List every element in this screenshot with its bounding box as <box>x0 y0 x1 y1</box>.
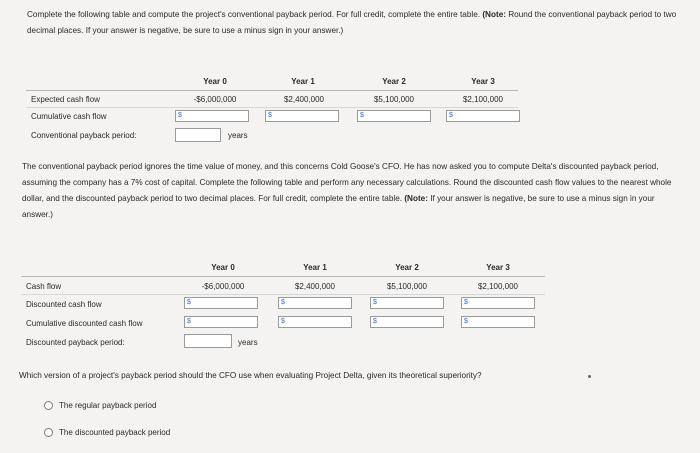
t1-header-year2: Year 2 <box>382 77 406 86</box>
t1-cumulative-year0-input[interactable] <box>175 110 249 122</box>
radio-button-icon[interactable] <box>44 401 53 410</box>
option-discounted-payback[interactable] <box>44 428 170 437</box>
discounted-intro-paragraph: The conventional payback period ignores the time value of money, and this concerns Cold Goose's CFO. He has now asked you to compute Delta's discounted payback period, assuming the company has a 7% cost of capital. Complete the following table and perform any necessary calculations. Round the discounted cash flow values to the nearest whole dollar, and the discounted payback period to two decimal places. For full credit, complete the entire table. (Note: If your answer is negative, be sure to use a minus sign in your answer.) <box>22 162 672 219</box>
t2-cumulative-year1-input[interactable] <box>278 316 352 328</box>
currency-symbol: $ <box>281 318 285 325</box>
currency-symbol: $ <box>178 112 182 119</box>
option-regular-label: The regular payback period <box>59 401 157 410</box>
t2-cumulative-year0-input[interactable] <box>184 316 258 328</box>
currency-symbol: $ <box>360 112 364 119</box>
t2-header-year0: Year 0 <box>211 263 235 272</box>
t1-cash-flow-year3: $2,100,000 <box>462 95 504 104</box>
t2-discounted-year3-input[interactable] <box>461 297 535 309</box>
bullet-dot-icon <box>588 375 591 378</box>
t2-cumulative-year2-input[interactable] <box>370 316 444 328</box>
t1-label-cumulative-cash-flow: Cumulative cash flow <box>31 112 107 121</box>
t1-cash-flow-year0: -$6,000,000 <box>193 95 237 104</box>
t2-cash-flow-year2: $5,100,000 <box>386 282 428 291</box>
t1-cumulative-year3-input[interactable] <box>446 110 520 122</box>
currency-symbol: $ <box>187 299 191 306</box>
currency-symbol: $ <box>373 299 377 306</box>
t1-cumulative-year1-input[interactable] <box>265 110 339 122</box>
option-discounted-label: The discounted payback period <box>59 428 171 437</box>
t2-row-rule <box>21 294 545 295</box>
t2-header-year1: Year 1 <box>303 263 327 272</box>
t2-label-discounted-payback: Discounted payback period: <box>26 338 125 347</box>
currency-symbol: $ <box>464 318 468 325</box>
currency-symbol: $ <box>449 112 453 119</box>
t1-cash-flow-year2: $5,100,000 <box>373 95 415 104</box>
t2-cash-flow-year3: $2,100,000 <box>477 282 519 291</box>
t1-years-label: years <box>228 131 248 140</box>
currency-symbol: $ <box>268 112 272 119</box>
t1-label-payback-period: Conventional payback period: <box>31 131 137 140</box>
t2-cash-flow-year1: $2,400,000 <box>294 282 336 291</box>
t2-discounted-year2-input[interactable] <box>370 297 444 309</box>
intro-paragraph: Complete the following table and compute the project's conventional payback period. For full credit, complete the entire table. (Note: Round the conventional payback period to two decimal places. If your answer is negative, be sure to use a minus sign in your answer.) <box>27 10 677 35</box>
t1-header-rule <box>26 90 518 91</box>
t2-header-year2: Year 2 <box>395 263 419 272</box>
t1-row-rule <box>26 107 518 108</box>
option-regular-payback[interactable] <box>44 401 156 410</box>
currency-symbol: $ <box>187 318 191 325</box>
t2-cash-flow-year0: -$6,000,000 <box>201 282 245 291</box>
t1-cumulative-year2-input[interactable] <box>357 110 431 122</box>
t2-cumulative-year3-input[interactable] <box>461 316 535 328</box>
t2-label-discounted-cash-flow: Discounted cash flow <box>26 300 102 309</box>
t2-years-label: years <box>238 338 258 347</box>
t2-label-cumulative-discounted: Cumulative discounted cash flow <box>26 319 143 328</box>
radio-button-icon[interactable] <box>44 428 53 437</box>
t1-header-year0: Year 0 <box>203 77 227 86</box>
currency-symbol: $ <box>373 318 377 325</box>
t2-header-year3: Year 3 <box>486 263 510 272</box>
t2-label-cash-flow: Cash flow <box>26 282 62 291</box>
t2-discounted-year1-input[interactable] <box>278 297 352 309</box>
question-text: Which version of a project's payback period should the CFO use when evaluating Project Delta, given its theoretical superiority? <box>19 371 482 380</box>
t2-payback-period-input[interactable] <box>184 334 232 348</box>
t1-header-year3: Year 3 <box>471 77 495 86</box>
t1-cash-flow-year1: $2,400,000 <box>283 95 325 104</box>
t1-payback-period-input[interactable] <box>175 128 221 142</box>
currency-symbol: $ <box>464 299 468 306</box>
t2-discounted-year0-input[interactable] <box>184 297 258 309</box>
t1-header-year1: Year 1 <box>291 77 315 86</box>
t2-header-rule <box>21 276 545 277</box>
t1-label-expected-cash-flow: Expected cash flow <box>31 95 100 104</box>
currency-symbol: $ <box>281 299 285 306</box>
